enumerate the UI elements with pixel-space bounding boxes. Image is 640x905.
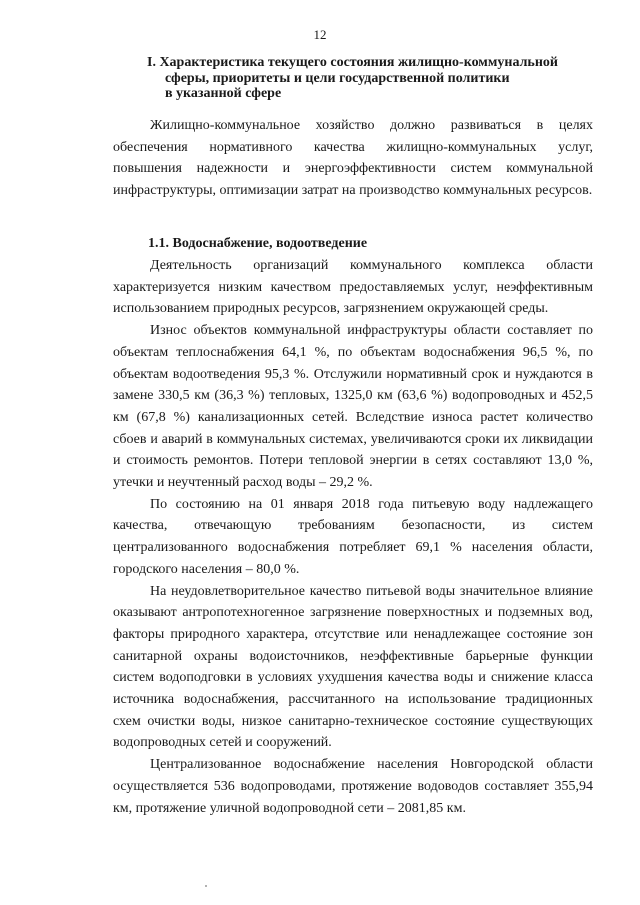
subsection-body [113, 255, 593, 819]
section-heading-line: I. Характеристика текущего состояния жилищно-коммунальной [147, 55, 558, 70]
intro-paragraph: Жилищно-коммунальное хозяйство должно развиваться в целях обеспечения нормативного качества жилищно-коммунальных услуг, повышения надежности и энергоэффективности систем коммунальной инфраструктуры, оптимизации затрат на производство коммунальных ресурсов. [113, 118, 593, 199]
body-paragraph: По состоянию на 01 января 2018 года питьевую воду надлежащего качества, отвечающую требованиям безопасности, из систем централизованного водоснабжения потребляет 69,1 % населения области, городского населения – 80,0 %. [113, 496, 593, 577]
scan-dot [205, 885, 207, 887]
section-heading-line: в указанной сфере [165, 86, 282, 101]
page-number: 12 [313, 27, 327, 42]
section-heading-line: сферы, приоритеты и цели государственной политики [165, 70, 510, 86]
section-heading [147, 55, 592, 102]
body-paragraph: Износ объектов коммунальной инфраструктуры области составляет по объектам теплоснабжения 64,1 %, по объектам водоснабжения 96,5 %, по объектам водоотведения 95,3 %. Отслужили нормативный срок и нуждаются в замене 330,5 км (36,3 %) тепловых, 1325,0 км (63,6 %) водопроводных и 452,5 км (67,8 %) канализационных сетей. Вследствие износа растет количество сбоев и аварий в коммунальных системах, увеличиваются сроки их ликвидации и стоимость ремонтов. Потери тепловой энергии в сетях составляют 13,0 %, утечки и неучтенный расход воды – 29,2 %. [113, 323, 593, 491]
intro-block [113, 115, 593, 202]
body-paragraph: Деятельность организаций коммунального комплекса области характеризуется низким качеством предоставляемых услуг, неэффективным использованием природных ресурсов, загрязнением окружающей среды. [113, 258, 593, 317]
subsection-heading: 1.1. Водоснабжение, водоотведение [148, 236, 368, 251]
body-paragraph: Централизованное водоснабжение населения Новгородской области осуществляется 536 водопроводами, протяжение водоводов составляет 355,94 км, протяжение уличной водопроводной сети – 2081,85 км. [113, 757, 593, 816]
body-paragraph: На неудовлетворительное качество питьевой воды значительное влияние оказывают антропотехногенное загрязнение поверхностных и подземных вод, факторы природного характера, отсутствие или ненадлежащее состояние зон санитарной охраны водоисточников, неэффективные барьерные функции систем водоподговки в условиях ухудшения качества воды и снижение класса источника водоснабжения, рассчитанного на использование традиционных схем очистки воды, низкое санитарно-техническое состояние существующих водопроводных сетей и сооружений. [113, 583, 593, 751]
